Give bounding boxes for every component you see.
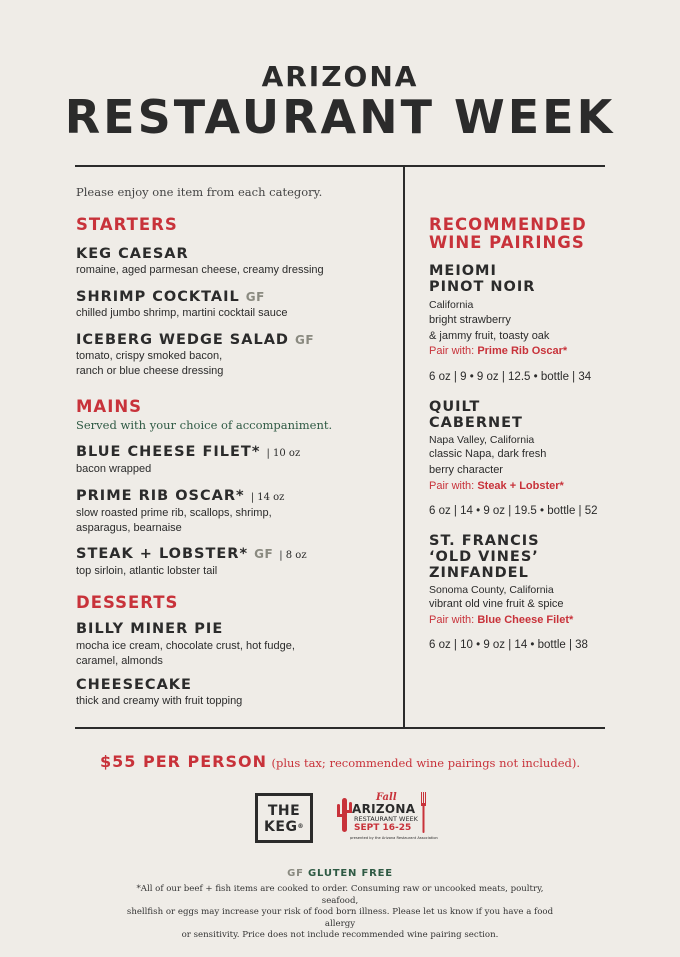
arw-presented: presented by the Arizona Restaurant Association [350, 836, 438, 840]
wine-desc: classic Napa, dark fresh berry character [429, 448, 547, 476]
wine-desc: bright strawberry & jammy fruit, toasty oak [429, 314, 550, 342]
starter-name: SHRIMP COCKTAIL GF [76, 289, 265, 305]
wine-pricing: 6 oz | 14 • 9 oz | 19.5 • bottle | 52 [429, 505, 598, 517]
wine-pricing: 6 oz | 9 • 9 oz | 12.5 • bottle | 34 [429, 371, 592, 383]
arw-sub: RESTAURANT WEEK [354, 815, 418, 823]
wine-name: ST. FRANCIS ‘OLD VINES’ ZINFANDEL [429, 533, 540, 581]
mains-subtitle: Served with your choice of accompaniment. [76, 418, 333, 432]
wine-region: California [429, 299, 474, 311]
wine-name: QUILT CABERNET [429, 399, 523, 431]
dessert-desc: thick and creamy with fruit topping [76, 695, 243, 707]
title-restaurant-week: RESTAURANT WEEK [64, 90, 616, 144]
price-per-person: $55 PER PERSON [100, 752, 268, 771]
arw-dates: SEPT 16-25 [354, 823, 412, 833]
wine-pricing: 6 oz | 10 • 9 oz | 14 • bottle | 38 [429, 639, 588, 651]
starter-desc: romaine, aged parmesan cheese, creamy dressing [76, 264, 324, 276]
dessert-desc: mocha ice cream, chocolate crust, hot fudge, caramel, almonds [76, 640, 295, 667]
gf-tag: GF [295, 333, 315, 347]
price-line [0, 752, 680, 772]
gf-tag: GF [254, 547, 274, 561]
starter-desc: chilled jumbo shrimp, martini cocktail sauce [76, 307, 288, 319]
starter-desc: tomato, crispy smoked bacon, ranch or blue cheese dressing [76, 350, 224, 377]
wine-region: Sonoma County, California [429, 584, 554, 596]
gluten-free-legend: GF GLUTEN FREE [287, 868, 393, 879]
starter-name: KEG CAESAR [76, 246, 189, 262]
arw-fall: Fall [376, 792, 397, 803]
wine-pairing: Pair with: Blue Cheese Filet* [429, 614, 574, 626]
dessert-name: BILLY MINER PIE [76, 621, 224, 637]
main-desc: slow roasted prime rib, scallops, shrimp, asparagus, bearnaise [76, 507, 272, 534]
dessert-name: CHEESECAKE [76, 677, 192, 693]
top-divider [75, 165, 605, 167]
arizona-restaurant-week-logo [336, 790, 438, 848]
wine-name: MEIOMI PINOT NOIR [429, 263, 536, 295]
wine-region: Napa Valley, California [429, 434, 535, 446]
main-name: PRIME RIB OSCAR* | 14 oz [76, 488, 285, 504]
desserts-heading: DESSERTS [76, 593, 179, 612]
main-name: BLUE CHEESE FILET* | 10 oz [76, 444, 301, 460]
price-note: (plus tax; recommended wine pairings not included). [271, 756, 580, 770]
bottom-divider [75, 727, 605, 729]
arw-name: ARIZONA [352, 802, 416, 816]
starters-heading: STARTERS [76, 215, 178, 234]
wine-pairing: Pair with: Steak + Lobster* [429, 480, 564, 492]
title-arizona: ARIZONA [261, 60, 419, 93]
starter-name: ICEBERG WEDGE SALAD GF [76, 332, 315, 348]
main-desc: top sirloin, atlantic lobster tail [76, 565, 218, 577]
main-name: STEAK + LOBSTER* GF | 8 oz [76, 546, 307, 562]
wine-heading: RECOMMENDED WINE PAIRINGS [429, 215, 587, 252]
intro-text: Please enjoy one item from each category. [76, 185, 323, 199]
gf-tag: GF [245, 290, 265, 304]
mains-heading: MAINS [76, 397, 143, 416]
wine-pairing: Pair with: Prime Rib Oscar* [429, 345, 568, 357]
the-keg-logo: THE KEG® [255, 793, 313, 843]
footnote: *All of our beef + fish items are cooked to order. Consuming raw or uncooked meats, poultry, seafood, shellfish or eggs may increase your risk of food born illness. Please let us know if you have a food allergy or sensitivity. Price does not include recommended wine pairing section. [126, 884, 554, 940]
wine-desc: vibrant old vine fruit & spice [429, 598, 564, 610]
column-divider [403, 166, 405, 728]
main-desc: bacon wrapped [76, 463, 152, 475]
